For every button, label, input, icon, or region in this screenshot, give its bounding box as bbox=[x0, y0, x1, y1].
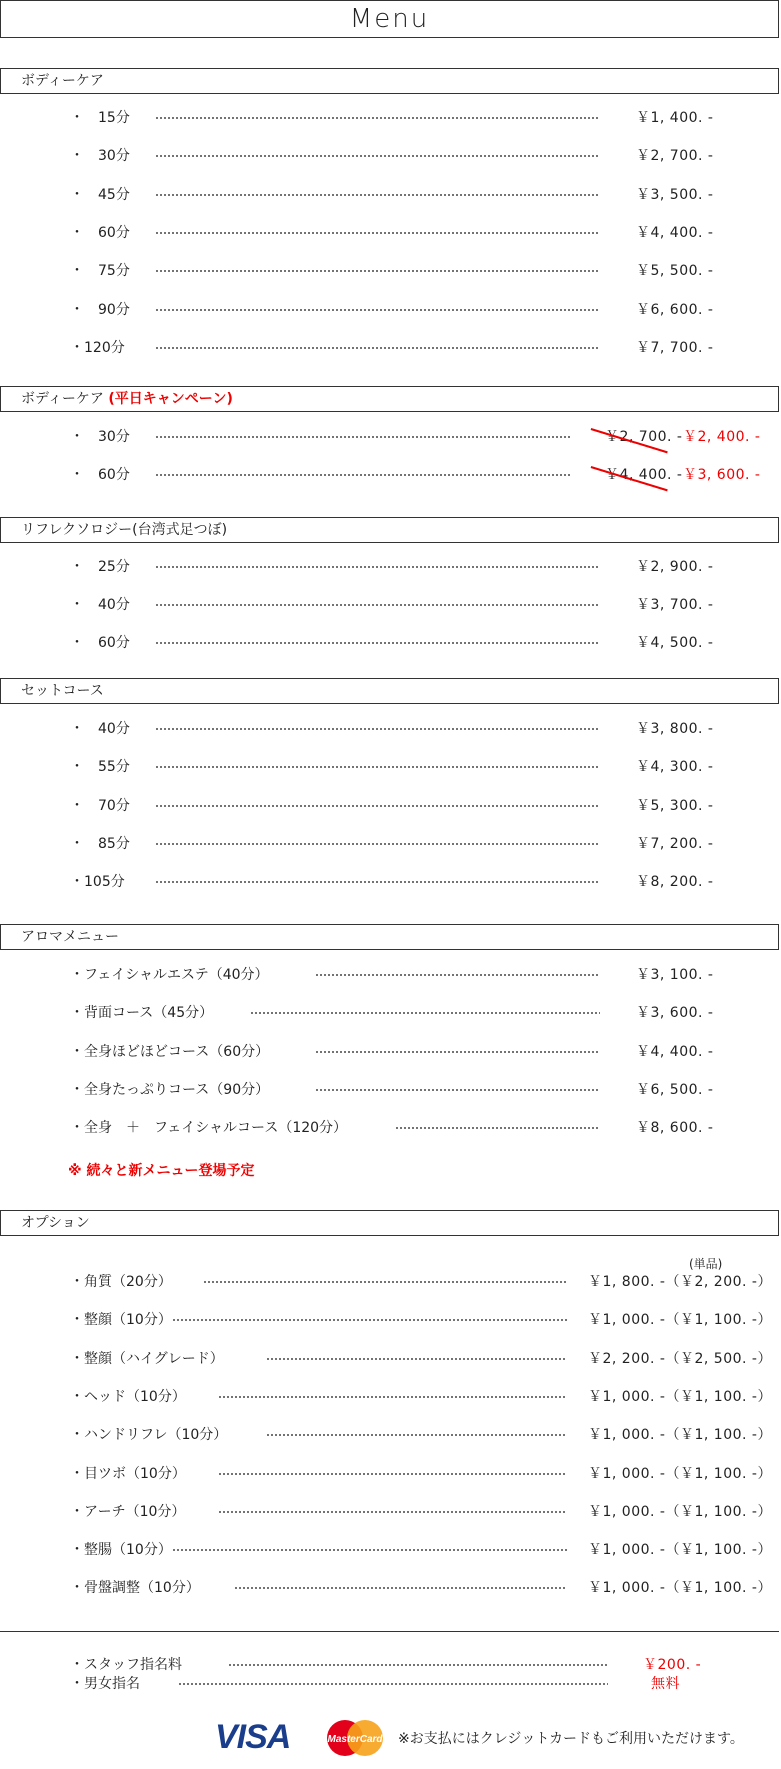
section-heading-options: オプション bbox=[0, 1210, 779, 1236]
item-price: ￥3, 700. - bbox=[636, 597, 714, 613]
dot-leader bbox=[266, 1434, 567, 1436]
item-label: ・ハンドリフレ（10分） bbox=[70, 1427, 228, 1444]
payment-note: ※お支払にはクレジットカードもご利用いただけます。 bbox=[398, 1731, 744, 1747]
item-label: ・スタッフ指名料 bbox=[70, 1657, 182, 1673]
section-heading-reflexology: リフレクソロジー(台湾式足つぼ) bbox=[0, 517, 779, 543]
dot-leader bbox=[155, 155, 600, 157]
dot-leader bbox=[172, 1549, 567, 1551]
dot-leader bbox=[395, 1127, 600, 1129]
dot-leader bbox=[218, 1473, 567, 1475]
item-label: ・ 90分 bbox=[70, 301, 130, 318]
price-row bbox=[0, 185, 781, 205]
price-row bbox=[0, 719, 781, 739]
dot-leader bbox=[218, 1511, 567, 1513]
dot-leader bbox=[155, 566, 600, 568]
item-price: ￥3, 600. - bbox=[636, 1005, 714, 1022]
item-label: ・120分 bbox=[70, 339, 125, 356]
item-label: ・フェイシャルエステ（40分） bbox=[70, 967, 269, 983]
item-price: ￥2, 900. - bbox=[636, 559, 714, 575]
item-price: 無料 bbox=[651, 1676, 680, 1692]
price-row bbox=[0, 1272, 781, 1292]
item-price: ￥4, 300. - bbox=[636, 759, 714, 776]
dot-leader bbox=[234, 1587, 567, 1589]
divider bbox=[0, 1631, 779, 1632]
item-label: ・ 60分 bbox=[70, 224, 130, 241]
price-row bbox=[0, 261, 781, 281]
item-label: ・整顔（ハイグレード） bbox=[70, 1350, 224, 1367]
dot-leader bbox=[315, 1051, 600, 1053]
item-label: ・ 75分 bbox=[70, 263, 130, 280]
item-price: ￥1, 000. -（￥1, 100. -） bbox=[588, 1388, 772, 1405]
dot-leader bbox=[172, 1319, 567, 1321]
price-row bbox=[0, 300, 781, 320]
item-price: ￥1, 000. -（￥1, 100. -） bbox=[588, 1542, 772, 1559]
item-label: ・ 60分 bbox=[70, 467, 130, 483]
item-label: ・男女指名 bbox=[70, 1676, 140, 1692]
item-label: ・ 40分 bbox=[70, 597, 130, 613]
item-price: ￥1, 800. -（￥2, 200. -） bbox=[588, 1274, 772, 1290]
price-row bbox=[0, 633, 781, 653]
old-price: ￥4, 400. - bbox=[605, 467, 683, 483]
section-heading-body-care-campaign bbox=[0, 386, 779, 412]
dot-leader bbox=[155, 604, 600, 606]
price-row bbox=[0, 1349, 781, 1369]
item-price: ￥6, 600. - bbox=[636, 301, 714, 318]
section-heading-set-course: セットコース bbox=[0, 678, 779, 704]
item-label: ・ヘッド（10分） bbox=[70, 1388, 186, 1405]
item-price: ￥3, 100. - bbox=[636, 967, 714, 983]
price-row bbox=[0, 427, 781, 447]
price-row bbox=[0, 1425, 781, 1445]
price-row bbox=[0, 1674, 781, 1694]
dot-leader bbox=[155, 270, 600, 272]
item-price: ￥1, 000. -（￥1, 100. -） bbox=[588, 1312, 772, 1329]
new-price: ￥2, 400. - bbox=[683, 429, 761, 445]
campaign-highlight: (平日キャンペーン) bbox=[108, 391, 233, 407]
dot-leader bbox=[155, 766, 600, 768]
dot-leader bbox=[315, 974, 600, 976]
dot-leader bbox=[155, 474, 570, 476]
price-row bbox=[0, 834, 781, 854]
item-label: ・全身ほどほどコース（60分） bbox=[70, 1043, 270, 1060]
dot-leader bbox=[155, 843, 600, 845]
item-label: ・背面コース（45分） bbox=[70, 1005, 214, 1022]
dot-leader bbox=[155, 642, 600, 644]
dot-leader bbox=[228, 1664, 608, 1666]
dot-leader bbox=[250, 1012, 600, 1014]
dot-leader bbox=[155, 805, 600, 807]
item-price: ￥2, 200. -（￥2, 500. -） bbox=[588, 1350, 772, 1367]
dot-leader bbox=[203, 1281, 567, 1283]
dot-leader bbox=[266, 1358, 567, 1360]
item-price: ￥3, 800. - bbox=[636, 721, 714, 737]
item-label: ・ 55分 bbox=[70, 759, 130, 776]
price-row bbox=[0, 146, 781, 166]
price-row bbox=[0, 1578, 781, 1598]
item-price: ￥7, 200. - bbox=[636, 835, 714, 852]
item-label: ・ 40分 bbox=[70, 721, 130, 737]
item-label: ・ 70分 bbox=[70, 797, 130, 814]
price-row bbox=[0, 108, 781, 128]
item-label: ・整腸（10分） bbox=[70, 1542, 172, 1559]
item-price: ￥1, 400. - bbox=[636, 110, 714, 126]
item-label: ・ 30分 bbox=[70, 148, 130, 165]
price-row bbox=[0, 872, 781, 892]
price-row bbox=[0, 1655, 781, 1675]
item-price: ￥8, 200. - bbox=[636, 874, 714, 891]
price-row bbox=[0, 465, 781, 485]
item-price: ￥4, 400. - bbox=[636, 1043, 714, 1060]
item-price: ￥1, 000. -（￥1, 100. -） bbox=[588, 1503, 772, 1520]
section-heading-aroma: アロマメニュー bbox=[0, 924, 779, 950]
item-price: ￥1, 000. -（￥1, 100. -） bbox=[588, 1427, 772, 1444]
dot-leader bbox=[155, 194, 600, 196]
item-price: ￥3, 500. - bbox=[636, 186, 714, 203]
page-title: Menu bbox=[0, 0, 779, 38]
price-row bbox=[0, 595, 781, 615]
price-row bbox=[0, 1042, 781, 1062]
item-price: ￥2, 700. - bbox=[636, 148, 714, 165]
item-label: ・アーチ（10分） bbox=[70, 1503, 186, 1520]
dot-leader bbox=[155, 436, 570, 438]
dot-leader bbox=[315, 1089, 600, 1091]
item-label: ・ 60分 bbox=[70, 635, 130, 651]
item-label: ・全身たっぷりコース（90分） bbox=[70, 1081, 270, 1098]
price-row bbox=[0, 1080, 781, 1100]
item-price: ￥5, 300. - bbox=[636, 797, 714, 814]
dot-leader bbox=[218, 1396, 567, 1398]
item-price: ￥8, 600. - bbox=[636, 1120, 714, 1137]
mastercard-wordmark: MasterCard bbox=[327, 1734, 383, 1745]
item-label: ・骨盤調整（10分） bbox=[70, 1580, 200, 1597]
price-row bbox=[0, 1003, 781, 1023]
dot-leader bbox=[155, 117, 600, 119]
item-label: ・ 85分 bbox=[70, 835, 130, 852]
item-price: ￥5, 500. - bbox=[636, 263, 714, 280]
dot-leader bbox=[155, 347, 600, 349]
item-label: ・ 30分 bbox=[70, 429, 130, 445]
item-price: ￥6, 500. - bbox=[636, 1081, 714, 1098]
price-row bbox=[0, 757, 781, 777]
item-label: ・ 25分 bbox=[70, 559, 130, 575]
price-row bbox=[0, 965, 781, 985]
item-label: ・ 45分 bbox=[70, 186, 130, 203]
price-row bbox=[0, 1464, 781, 1484]
price-row bbox=[0, 1118, 781, 1138]
dot-leader bbox=[155, 309, 600, 311]
item-label: ・整顔（10分） bbox=[70, 1312, 172, 1329]
price-row bbox=[0, 223, 781, 243]
item-label: ・ 15分 bbox=[70, 110, 130, 126]
price-row bbox=[0, 1310, 781, 1330]
item-price: ￥4, 500. - bbox=[636, 635, 714, 651]
single-item-unit-label: (単品) bbox=[689, 1257, 723, 1271]
price-row bbox=[0, 1502, 781, 1522]
new-price: ￥3, 600. - bbox=[683, 467, 761, 483]
dot-leader bbox=[155, 728, 600, 730]
item-label: ・105分 bbox=[70, 874, 125, 891]
item-price: ￥7, 700. - bbox=[636, 339, 714, 356]
new-menu-note: ※ 続々と新メニュー登場予定 bbox=[68, 1163, 255, 1179]
item-label: ・目ツボ（10分） bbox=[70, 1465, 186, 1482]
price-row bbox=[0, 557, 781, 577]
price-row bbox=[0, 338, 781, 358]
item-price: ￥1, 000. -（￥1, 100. -） bbox=[588, 1580, 772, 1597]
dot-leader bbox=[178, 1683, 608, 1685]
campaign-heading-text: ボディーケア bbox=[21, 391, 104, 407]
old-price: ￥2, 700. - bbox=[605, 429, 683, 445]
price-row bbox=[0, 796, 781, 816]
dot-leader bbox=[155, 881, 600, 883]
section-heading-body-care: ボディーケア bbox=[0, 68, 779, 94]
item-price: ￥4, 400. - bbox=[636, 224, 714, 241]
item-label: ・角質（20分） bbox=[70, 1274, 172, 1290]
item-price: ￥1, 000. -（￥1, 100. -） bbox=[588, 1465, 772, 1482]
price-row bbox=[0, 1387, 781, 1407]
mastercard-logo bbox=[323, 1718, 387, 1758]
item-label: ・全身 ＋ フェイシャルコース（120分） bbox=[70, 1120, 348, 1137]
visa-logo: VISA bbox=[215, 1718, 291, 1756]
price-row bbox=[0, 1540, 781, 1560]
item-price: ￥200. - bbox=[643, 1657, 702, 1673]
dot-leader bbox=[155, 232, 600, 234]
